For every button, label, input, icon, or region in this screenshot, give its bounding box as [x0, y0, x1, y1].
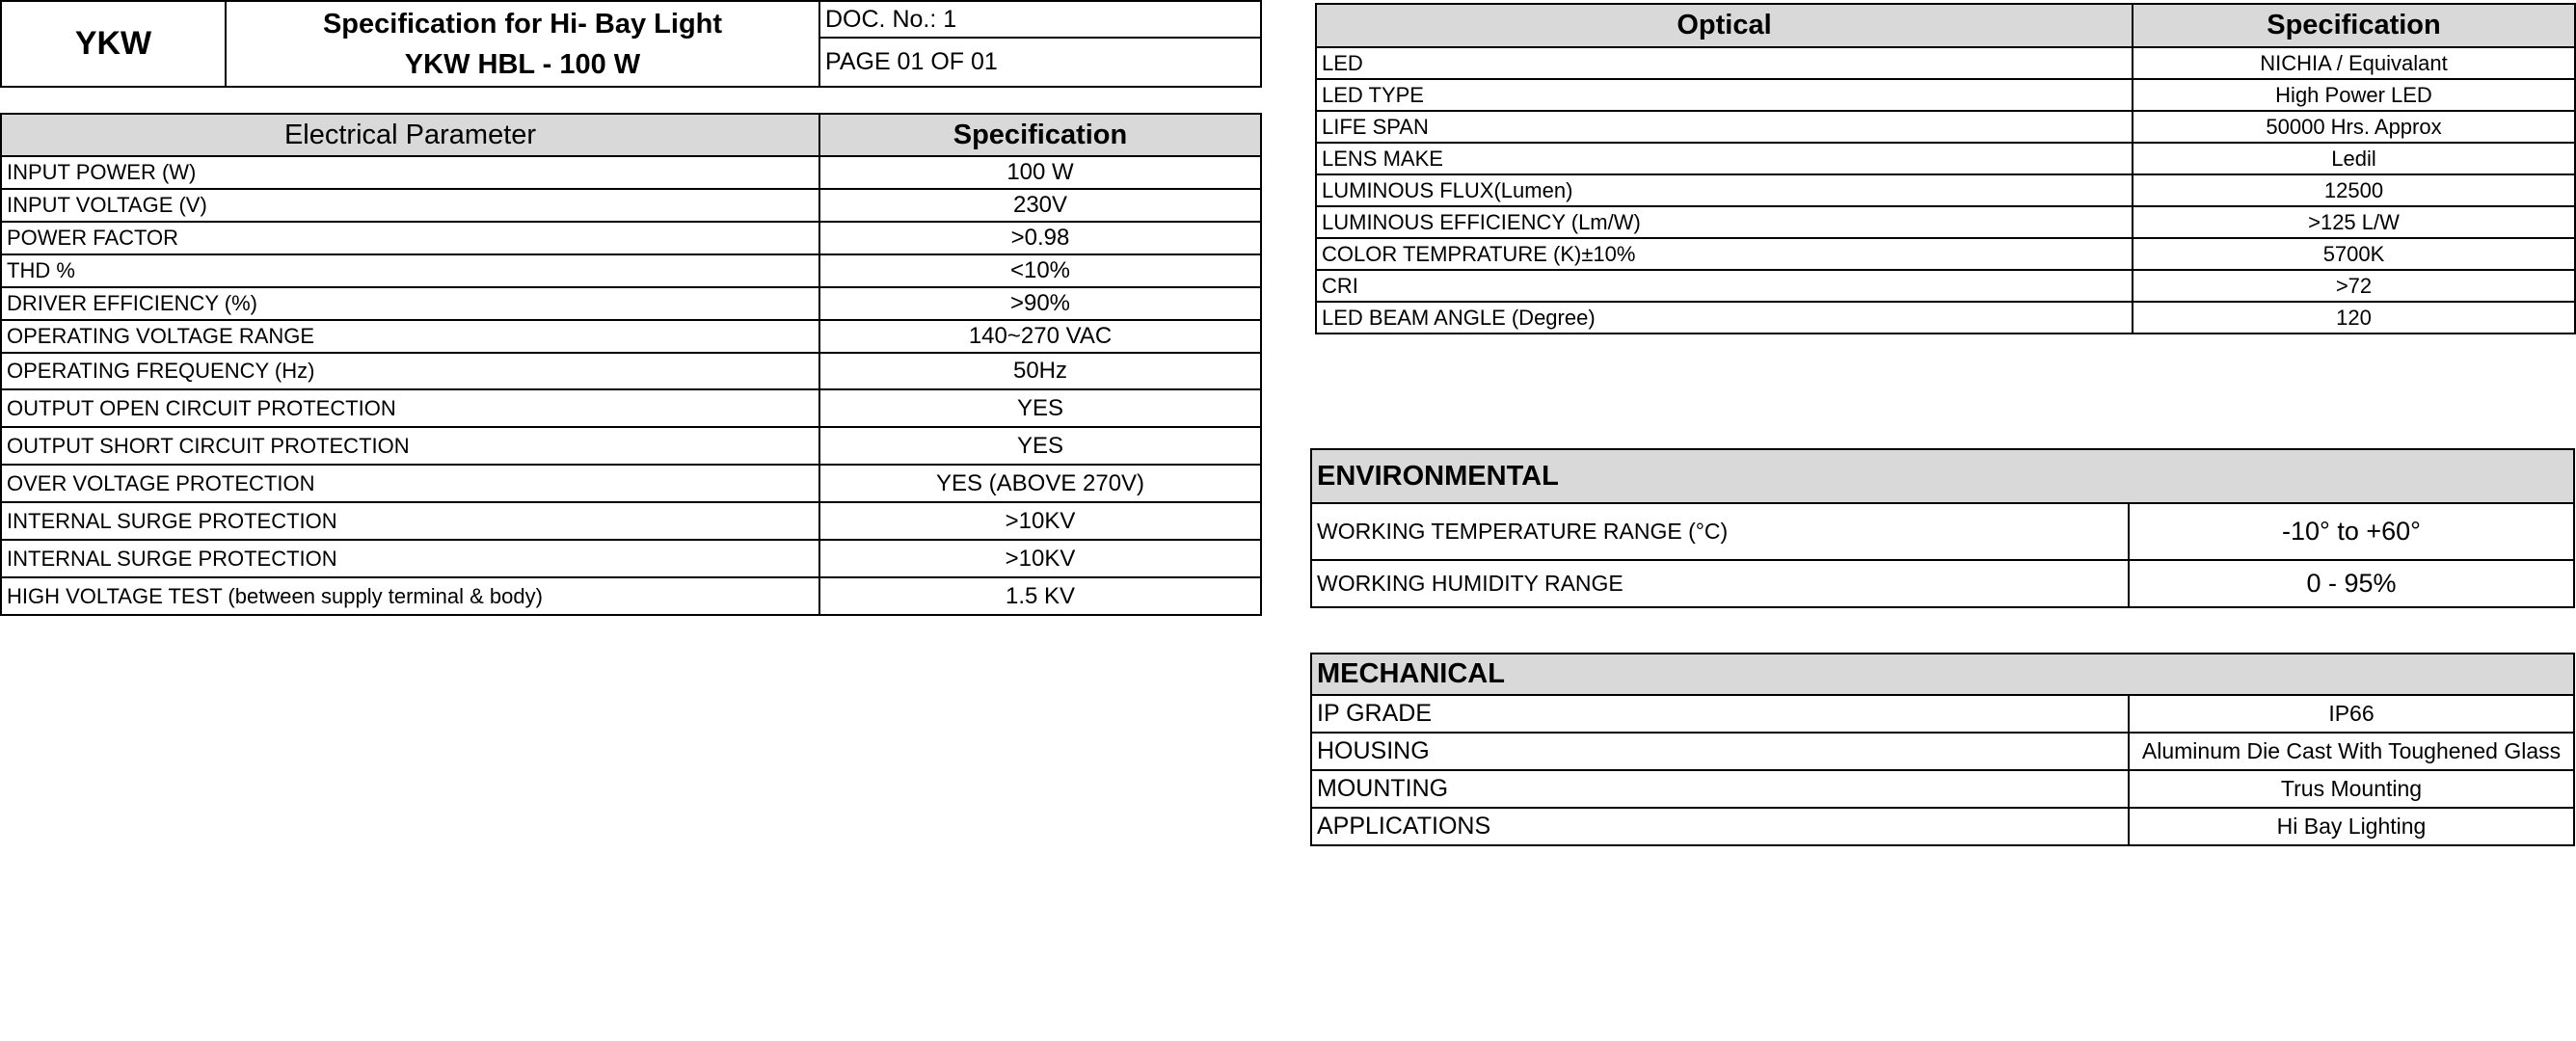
param-cell: INPUT POWER (W)	[1, 156, 819, 189]
environmental-header-row	[1311, 449, 2574, 503]
value-cell: 1.5 KV	[819, 577, 1261, 615]
table-row	[1316, 270, 2575, 302]
param-cell: IP GRADE	[1311, 695, 2129, 733]
environmental-title: ENVIRONMENTAL	[1311, 449, 2574, 503]
param-cell: LUMINOUS EFFICIENCY (Lm/W)	[1316, 206, 2133, 238]
table-row	[1, 287, 1261, 320]
table-row	[1, 502, 1261, 540]
value-cell: IP66	[2129, 695, 2574, 733]
table-row	[1, 320, 1261, 353]
param-cell: INPUT VOLTAGE (V)	[1, 189, 819, 222]
table-row	[1311, 503, 2574, 560]
table-row	[1316, 238, 2575, 270]
value-cell: 12500	[2133, 174, 2575, 206]
table-row	[1316, 111, 2575, 143]
table-row	[1311, 560, 2574, 607]
optical-param-header: Optical	[1316, 4, 2133, 47]
value-cell: 0 - 95%	[2129, 560, 2574, 607]
param-cell: OVER VOLTAGE PROTECTION	[1, 465, 819, 502]
param-cell: HIGH VOLTAGE TEST (between supply terminal & body)	[1, 577, 819, 615]
value-cell: <10%	[819, 254, 1261, 287]
value-cell: 5700K	[2133, 238, 2575, 270]
table-row	[1, 189, 1261, 222]
value-cell: Ledil	[2133, 143, 2575, 174]
table-row	[1, 540, 1261, 577]
param-cell: LED	[1316, 47, 2133, 79]
param-cell: INTERNAL SURGE PROTECTION	[1, 502, 819, 540]
table-row	[1316, 79, 2575, 111]
param-cell: OUTPUT SHORT CIRCUIT PROTECTION	[1, 427, 819, 465]
param-cell: LUMINOUS FLUX(Lumen)	[1316, 174, 2133, 206]
title-line-1: Specification for Hi- Bay Light	[322, 8, 723, 40]
table-row	[1, 254, 1261, 287]
page-number: PAGE 01 OF 01	[819, 38, 1261, 87]
environmental-table	[1310, 448, 2575, 608]
value-cell: 120	[2133, 302, 2575, 334]
value-cell: YES	[819, 427, 1261, 465]
value-cell: Trus Mounting	[2129, 770, 2574, 808]
table-row	[1, 577, 1261, 615]
param-cell: CRI	[1316, 270, 2133, 302]
table-row	[1, 389, 1261, 427]
doc-number: DOC. No.: 1	[819, 1, 1261, 38]
electrical-table	[0, 113, 1262, 616]
value-cell: >10KV	[819, 502, 1261, 540]
optical-spec-header: Specification	[2133, 4, 2575, 47]
param-cell: DRIVER EFFICIENCY (%)	[1, 287, 819, 320]
table-row	[1316, 206, 2575, 238]
value-cell: >0.98	[819, 222, 1261, 254]
table-row	[1316, 143, 2575, 174]
title-line-2: YKW HBL - 100 W	[404, 48, 641, 80]
table-row	[1, 222, 1261, 254]
table-row	[1316, 47, 2575, 79]
param-cell: MOUNTING	[1311, 770, 2129, 808]
value-cell: NICHIA / Equivalant	[2133, 47, 2575, 79]
param-cell: OUTPUT OPEN CIRCUIT PROTECTION	[1, 389, 819, 427]
table-row	[1316, 174, 2575, 206]
value-cell: Hi Bay Lighting	[2129, 808, 2574, 845]
table-row	[1311, 770, 2574, 808]
value-cell: 50000 Hrs. Approx	[2133, 111, 2575, 143]
value-cell: -10° to +60°	[2129, 503, 2574, 560]
param-cell: LED TYPE	[1316, 79, 2133, 111]
value-cell: >90%	[819, 287, 1261, 320]
table-row	[1, 465, 1261, 502]
table-row	[1, 156, 1261, 189]
value-cell: 50Hz	[819, 353, 1261, 389]
value-cell: Aluminum Die Cast With Toughened Glass	[2129, 733, 2574, 770]
value-cell: High Power LED	[2133, 79, 2575, 111]
value-cell: >72	[2133, 270, 2575, 302]
value-cell: 230V	[819, 189, 1261, 222]
brand-name: YKW	[1, 1, 226, 87]
param-cell: LIFE SPAN	[1316, 111, 2133, 143]
document-header	[0, 0, 1262, 88]
electrical-param-header: Electrical Parameter	[1, 114, 819, 156]
param-cell: LED BEAM ANGLE (Degree)	[1316, 302, 2133, 334]
electrical-spec-header: Specification	[819, 114, 1261, 156]
param-cell: LENS MAKE	[1316, 143, 2133, 174]
param-cell: THD %	[1, 254, 819, 287]
optical-table	[1315, 3, 2576, 334]
value-cell: YES	[819, 389, 1261, 427]
param-cell: WORKING TEMPERATURE RANGE (°C)	[1311, 503, 2129, 560]
param-cell: OPERATING FREQUENCY (Hz)	[1, 353, 819, 389]
table-row	[1311, 733, 2574, 770]
param-cell: APPLICATIONS	[1311, 808, 2129, 845]
value-cell: 100 W	[819, 156, 1261, 189]
value-cell: >10KV	[819, 540, 1261, 577]
mechanical-table	[1310, 653, 2575, 846]
electrical-header-row	[1, 114, 1261, 156]
param-cell: COLOR TEMPRATURE (K)±10%	[1316, 238, 2133, 270]
mechanical-header-row	[1311, 654, 2574, 695]
value-cell: 140~270 VAC	[819, 320, 1261, 353]
table-row	[1, 353, 1261, 389]
param-cell: OPERATING VOLTAGE RANGE	[1, 320, 819, 353]
param-cell: WORKING HUMIDITY RANGE	[1311, 560, 2129, 607]
table-row	[1, 427, 1261, 465]
document-title	[226, 1, 819, 87]
value-cell: >125 L/W	[2133, 206, 2575, 238]
optical-header-row	[1316, 4, 2575, 47]
param-cell: POWER FACTOR	[1, 222, 819, 254]
table-row	[1311, 808, 2574, 845]
value-cell: YES (ABOVE 270V)	[819, 465, 1261, 502]
table-row	[1311, 695, 2574, 733]
param-cell: HOUSING	[1311, 733, 2129, 770]
param-cell: INTERNAL SURGE PROTECTION	[1, 540, 819, 577]
mechanical-title: MECHANICAL	[1311, 654, 2574, 695]
table-row	[1316, 302, 2575, 334]
